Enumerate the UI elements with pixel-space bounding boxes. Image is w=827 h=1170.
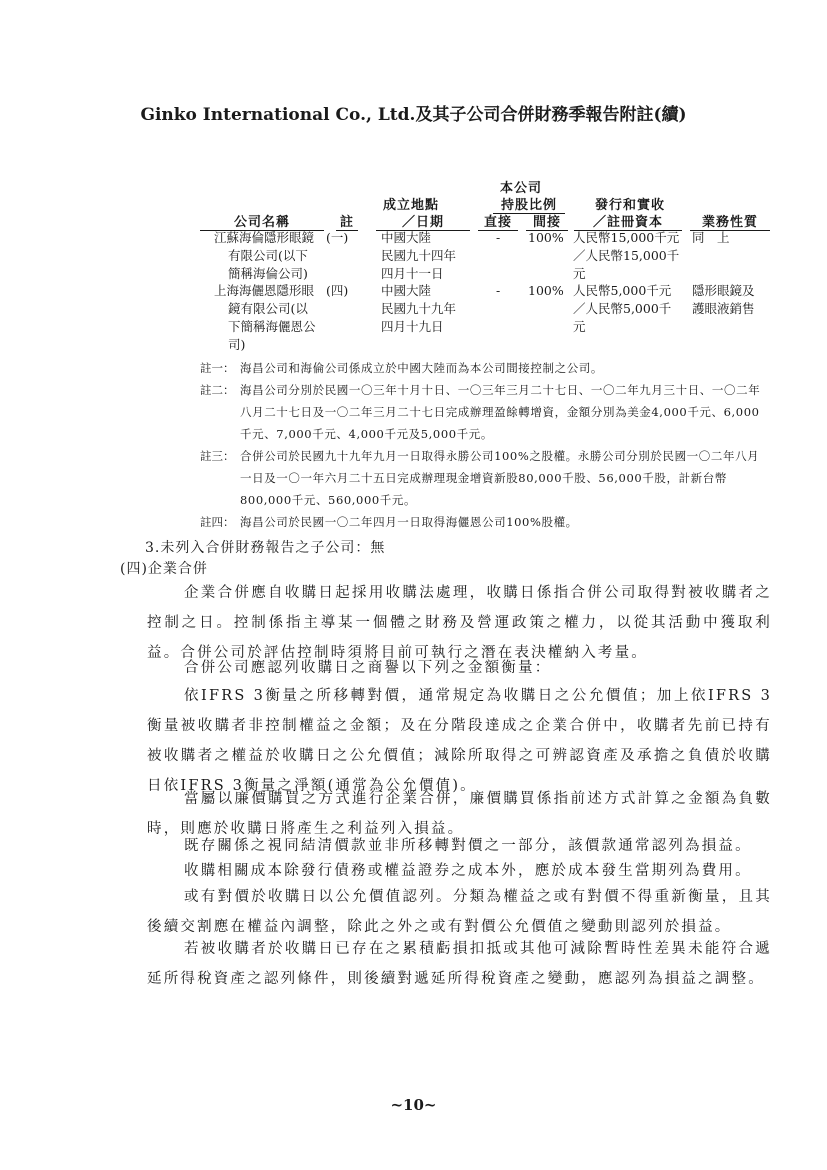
note-label: 註四： (200, 515, 235, 529)
note-label: 註一： (200, 361, 235, 375)
row-direct: - (496, 230, 501, 245)
business-line: 隱形眼鏡及 (692, 283, 755, 298)
row-company (214, 229, 314, 283)
company-line: 簡稱海倫公司) (228, 266, 308, 281)
row-direct: - (496, 283, 501, 298)
row-company (214, 282, 316, 354)
header-indirect: 間接 (526, 211, 568, 231)
row-capital (573, 282, 671, 336)
header-direct: 直接 (478, 211, 518, 231)
paragraph: 依IFRS 3衡量之所移轉對價，通常規定為收購日之公允價值；加上依IFRS 3衡量被收購者非控制權益之金額；及在分階段達成之企業合併中，收購者先前已持有被收購者之權益於收購日之公允價值；減除所取得之可辨認資產及承擔之負債於收購日依IFRS 3衡量之淨額(通常為公允價值)。 (147, 688, 772, 794)
header-note: 註 (336, 211, 358, 231)
paragraph: 企業合併應自收購日起採用收購法處理，收購日係指合併公司取得對被收購者之控制之日。控制係指主導某一個體之財務及營運政策之權力，以從其活動中獲取利益。合併公司於評估控制時須將目前可執行之潛在表決權納入考量。 (147, 585, 772, 661)
company-line: 下簡稱海儷恩公 (228, 319, 316, 334)
header-founding: ／日期 (376, 211, 470, 231)
paragraph: 當屬以廉價購買之方式進行企業合併，廉價購買係指前述方式計算之金額為負數時，則應於收購日將產生之利益列入損益。 (147, 791, 772, 837)
paragraph: 合併公司應認列收購日之商譽以下列之金額衡量： (184, 660, 552, 676)
business-line: 護眼液銷售 (692, 301, 755, 316)
capital-line: ／人民幣15,000千 (573, 248, 680, 263)
capital-line: 人民幣5,000千元 (573, 283, 672, 298)
header-company: 公司名稱 (200, 211, 324, 231)
company-line: 司) (228, 337, 246, 352)
note-text: 海昌公司和海倫公司係成立於中國大陸而為本公司間接控制之公司。 (240, 361, 603, 375)
capital-line: 元 (573, 319, 586, 334)
founding-line: 民國九十四年 (381, 248, 457, 263)
paragraph: 收購相關成本除發行債務或權益證券之成本外，應於成本發生當期列為費用。 (184, 863, 752, 879)
section-4-heading: (四)企業合併 (120, 561, 208, 577)
founding-line: 中國大陸 (381, 283, 432, 298)
row-business (692, 229, 730, 247)
header-founding-top: 成立地點 (383, 198, 440, 213)
founding-line: 四月十九日 (381, 319, 444, 334)
note-label: 註三： (200, 449, 235, 463)
business-line: 同 上 (692, 230, 730, 245)
paragraph: 若被收購者於收購日已存在之累積虧損扣抵或其他可減除暫時性差異未能符合遞延所得稅資產之認列條件，則後續對遞延所得稅資產之變動，應認列為損益之調整。 (147, 941, 772, 987)
note-label: 註二： (200, 383, 235, 397)
row-founding (381, 229, 456, 283)
header-capital-top: 發行和實收 (595, 198, 666, 213)
note-text: 海昌公司分別於民國一〇三年十月十日、一〇三年三月二十七日、一〇二年九月三十日、一〇二年八月二十七日及一〇二年三月二十七日完成辦理盈餘轉增資，金額分別為美金4,000千元、6,000千元、7,000千元、4,000千元及5,000千元。 (240, 383, 761, 441)
header-capital: ／註冊資本 (574, 211, 682, 231)
capital-line: 元 (573, 266, 586, 281)
row-founding (381, 282, 456, 336)
header-holding-top: 本公司 (500, 181, 543, 196)
row-indirect: 100% (528, 230, 564, 245)
note-text: 合併公司於民國九十九年九月一日取得永勝公司100%之股權。永勝公司分別於民國一〇二年八月一日及一〇一年六月二十五日完成辦理現金增資新股80,000千股、56,000千股，計新台幣800,000千元、560,000千元。 (240, 449, 760, 507)
founding-line: 民國九十九年 (381, 301, 457, 316)
header-holding-mid: 持股比例 (493, 194, 565, 214)
capital-line: ／人民幣5,000千 (573, 301, 672, 316)
company-line: 有限公司(以下 (228, 248, 308, 263)
row-business (692, 282, 755, 318)
page-title: Ginko International Co., Ltd.及其子公司合併財務季報告附註(續) (140, 105, 687, 125)
row-indirect: 100% (528, 283, 564, 298)
paragraph: 或有對價於收購日以公允價值認列。分類為權益之或有對價不得重新衡量，且其後續交割應在權益內調整，除此之外之或有對價公允價值之變動則認列於損益。 (147, 889, 772, 935)
row-note: (一) (326, 230, 349, 245)
note-text: 海昌公司於民國一〇二年四月一日取得海儷恩公司100%股權。 (240, 515, 578, 529)
company-line: 鏡有限公司(以 (228, 301, 308, 316)
section-3-heading: 3.未列入合併財務報告之子公司：無 (145, 540, 386, 556)
row-capital (573, 229, 679, 283)
company-line: 江蘇海倫隱形眼鏡 (214, 230, 315, 245)
paragraph: 既存關係之視同結清價款並非所移轉對價之一部分，該價款通常認列為損益。 (184, 838, 752, 854)
company-line: 上海海儷恩隱形眼 (214, 283, 315, 298)
capital-line: 人民幣15,000千元 (573, 230, 680, 245)
row-note: (四) (326, 283, 349, 298)
founding-line: 中國大陸 (381, 230, 432, 245)
founding-line: 四月十一日 (381, 266, 444, 281)
header-business: 業務性質 (690, 211, 770, 231)
page-number: ~10~ (390, 1096, 437, 1114)
